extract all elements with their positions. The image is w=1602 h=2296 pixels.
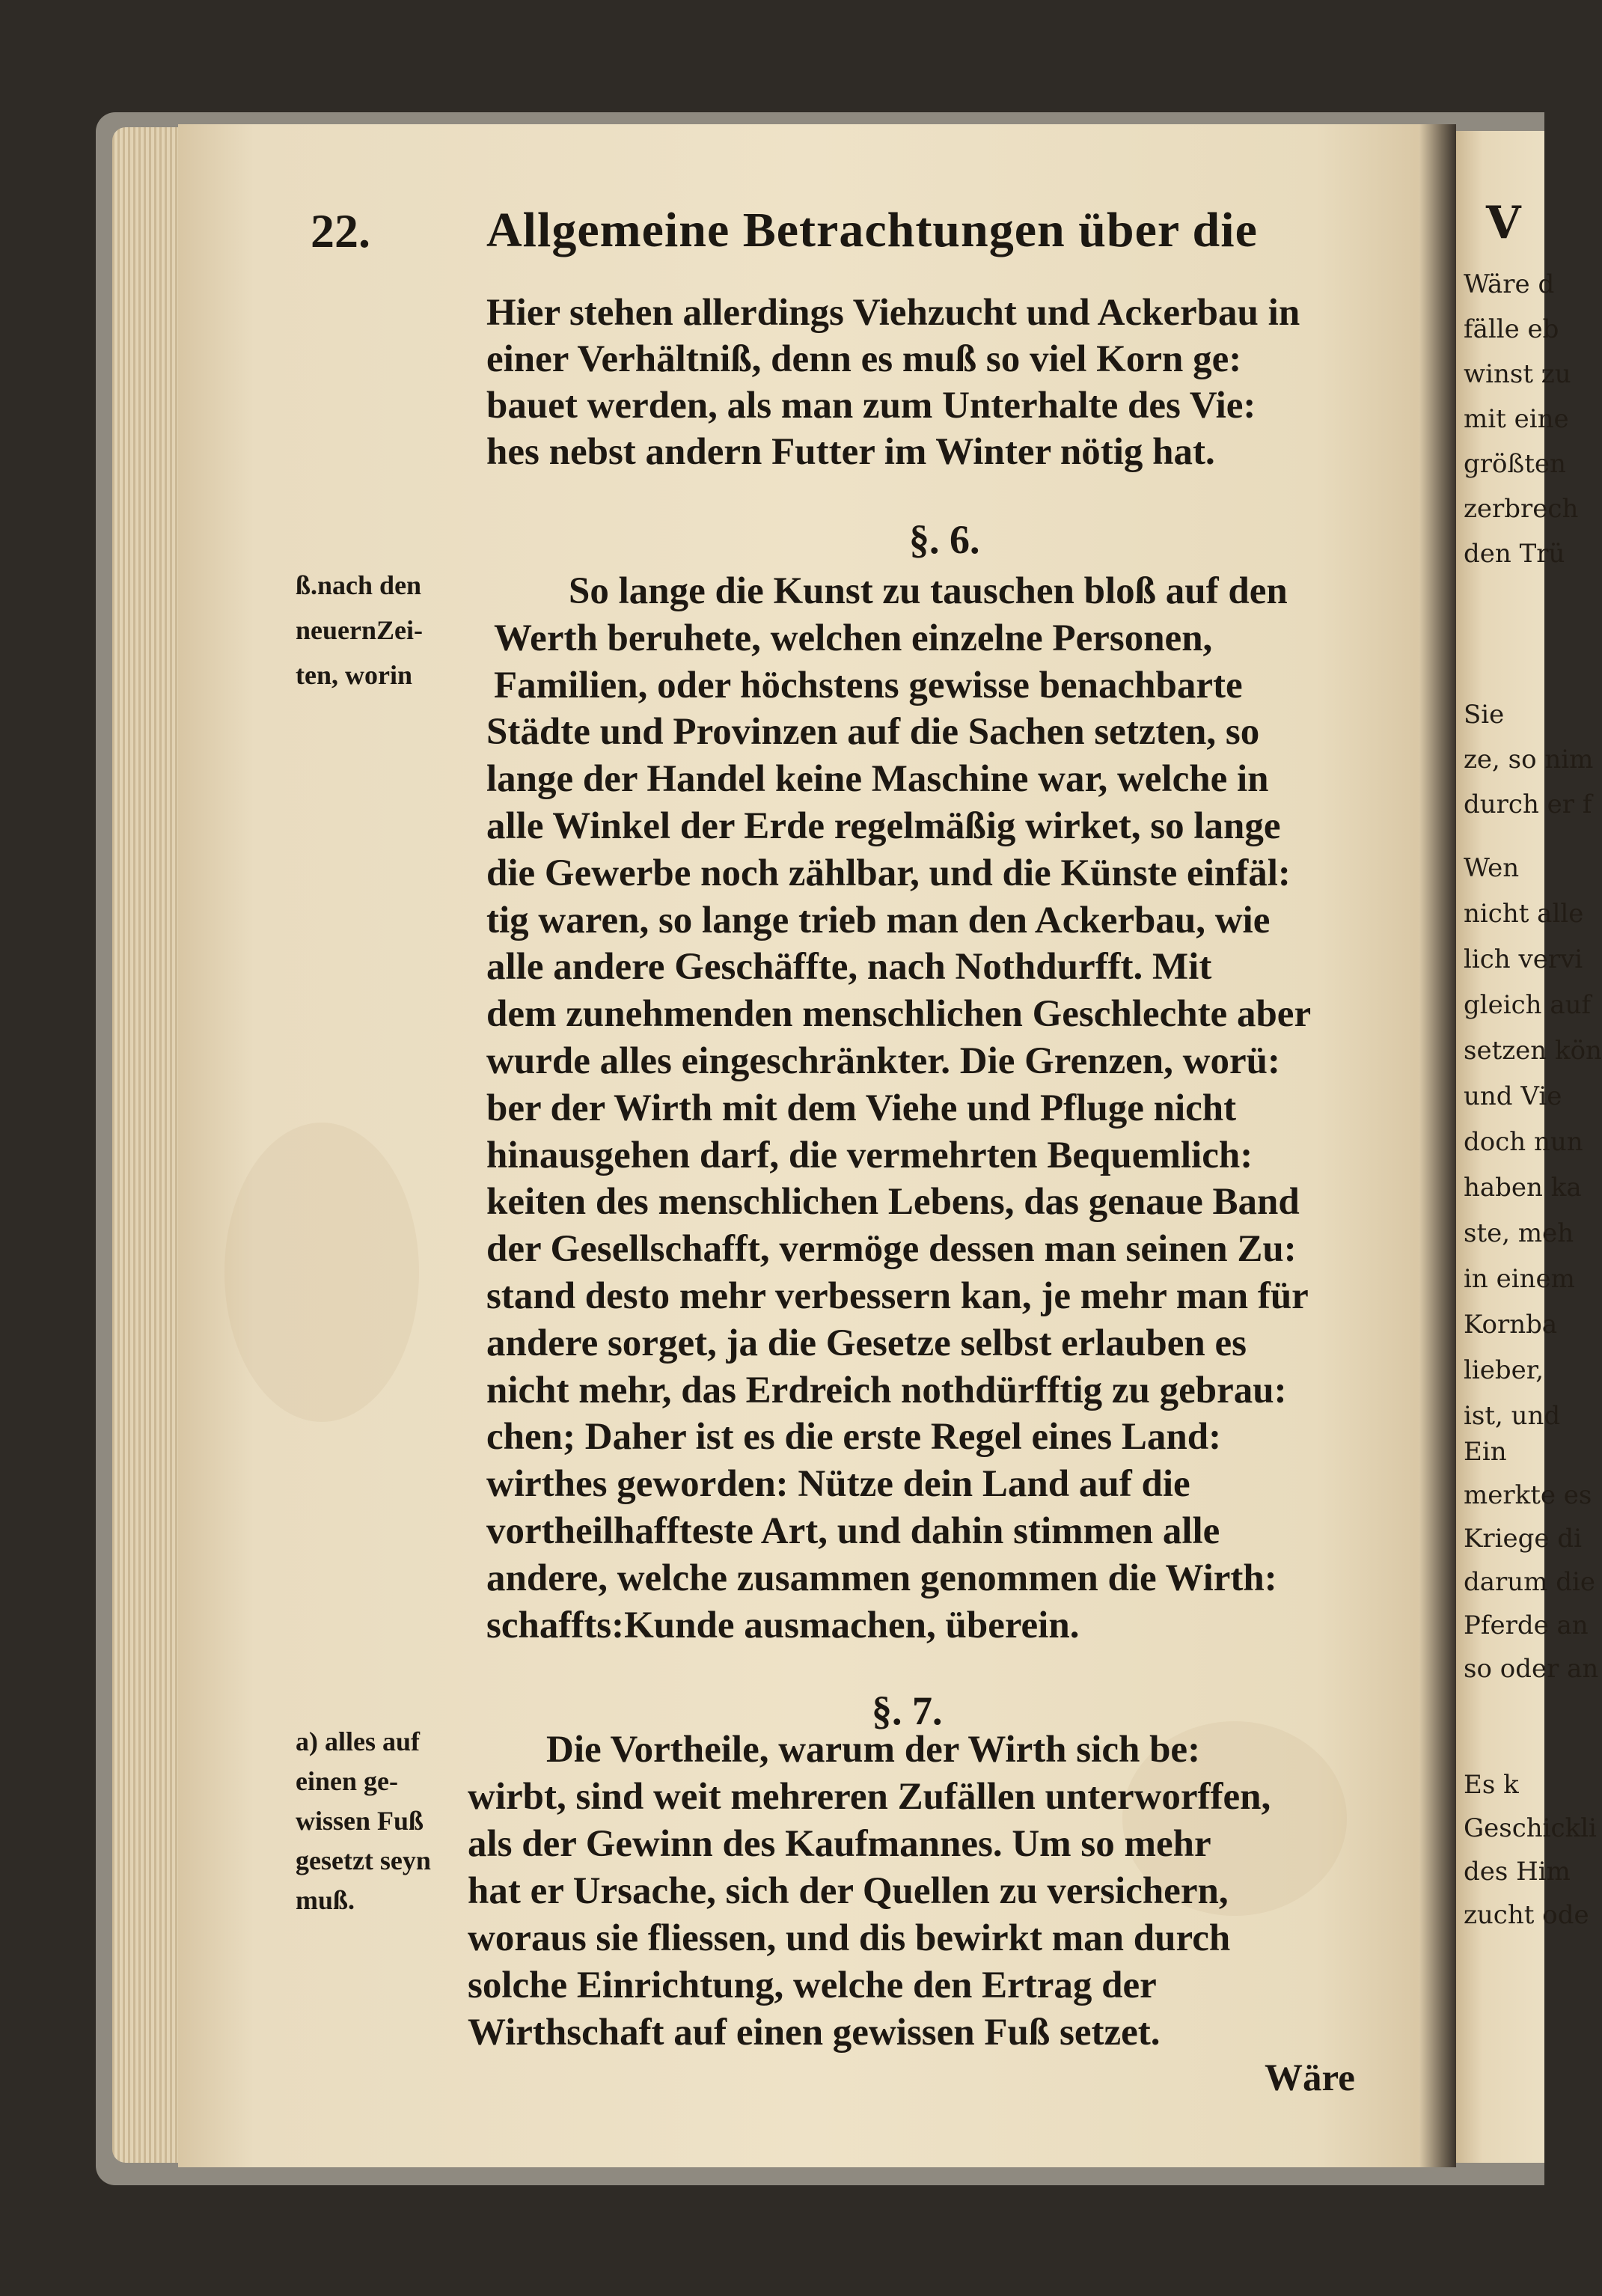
text-line: bauet werden, als man zum Unterhalte des Vie:	[486, 385, 1256, 427]
page-number: 22.	[311, 204, 370, 257]
facing-page-line: darum die	[1464, 1567, 1595, 1597]
facing-page-line: größten	[1464, 449, 1566, 479]
text-line: hat er Ursache, sich der Quellen zu versichern,	[468, 1870, 1229, 1912]
facing-page-line: den Trü	[1464, 539, 1565, 569]
facing-page-line: Pferde an	[1464, 1610, 1589, 1640]
facing-page-line: zerbrech	[1464, 494, 1579, 524]
text-line: hes nebst andern Futter im Winter nötig hat.	[486, 431, 1215, 473]
text-line: vortheilhaffteste Art, und dahin stimmen alle	[486, 1510, 1220, 1552]
margin-note-line: einen ge-	[296, 1766, 398, 1796]
text-line: keiten des menschlichen Lebens, das genaue Band	[486, 1181, 1300, 1224]
book-gutter	[1419, 124, 1456, 2167]
facing-page-line: ste, meh	[1464, 1218, 1574, 1248]
text-line: chen; Daher ist es die erste Regel eines Land:	[486, 1416, 1222, 1459]
facing-page-line: lieber,	[1464, 1355, 1544, 1385]
facing-page-line: ist, und	[1464, 1401, 1561, 1431]
facing-page-line: und Vie	[1464, 1081, 1562, 1111]
facing-page	[1456, 131, 1602, 2163]
text-line: solche Einrichtung, welche den Ertrag der	[468, 1964, 1157, 2006]
facing-page-line: des Him	[1464, 1857, 1571, 1887]
facing-page-line: so oder an	[1464, 1654, 1599, 1684]
facing-page-line: in einem	[1464, 1264, 1575, 1294]
section-heading: §. 6.	[909, 517, 980, 562]
text-line: andere, welche zusammen genommen die Wirth:	[486, 1557, 1277, 1599]
margin-note-line: wissen Fuß	[296, 1806, 424, 1836]
text-line: als der Gewinn des Kaufmannes. Um so mehr	[468, 1823, 1211, 1865]
text-line: wirbt, sind weit mehreren Zufällen unterworffen,	[468, 1776, 1271, 1818]
margin-note-line: a) alles auf	[296, 1726, 420, 1756]
text-line: alle Winkel der Erde regelmäßig wirket, so lange	[486, 805, 1281, 847]
facing-page-header: V	[1486, 197, 1521, 249]
text-line: einer Verhältniß, denn es muß so viel Korn ge:	[486, 338, 1242, 380]
facing-page-line: Sie	[1464, 700, 1505, 730]
text-line: Hier stehen allerdings Viehzucht und Ackerbau in	[486, 292, 1300, 334]
text-line: woraus sie fliessen, und dis bewirkt man durch	[468, 1917, 1231, 1959]
facing-page-line: gleich auf	[1464, 990, 1592, 1020]
margin-note-line: muß.	[296, 1885, 355, 1915]
facing-page-line: doch nun	[1464, 1127, 1583, 1157]
section-heading: §. 7.	[872, 1688, 943, 1733]
facing-page-line: ze, so nim	[1464, 745, 1594, 775]
text-line: wurde alles eingeschränkter. Die Grenzen, worü:	[486, 1040, 1280, 1082]
margin-note-line: ß.nach den	[296, 570, 422, 600]
facing-page-line: Geschickli	[1464, 1813, 1597, 1843]
facing-page-line: mit eine	[1464, 404, 1569, 434]
text-line: andere sorget, ja die Gesetze selbst erlauben es	[486, 1322, 1247, 1364]
facing-page-line: Es k	[1464, 1770, 1519, 1800]
text-line: So lange die Kunst zu tauschen bloß auf den	[569, 570, 1288, 612]
text-line: die Gewerbe noch zählbar, und die Künste einfäl:	[486, 852, 1291, 894]
margin-note-line: gesetzt seyn	[296, 1845, 431, 1875]
facing-page-line: Kornba	[1464, 1310, 1558, 1340]
text-line: dem zunehmenden menschlichen Geschlechte aber	[486, 993, 1312, 1036]
text-line: Wirthschaft auf einen gewissen Fuß setzet.	[468, 2012, 1161, 2054]
text-line: Die Vortheile, warum der Wirth sich be:	[546, 1729, 1201, 1771]
facing-page-line: zucht ode	[1464, 1900, 1589, 1930]
text-line: der Gesellschafft, vermöge dessen man seinen Zu:	[486, 1228, 1297, 1271]
facing-page-line: winst zu	[1464, 359, 1571, 389]
text-line: schaffts:Kunde ausmachen, überein.	[486, 1604, 1080, 1646]
facing-page-line: fälle eb	[1464, 314, 1559, 344]
facing-page-line: merkte es	[1464, 1480, 1592, 1510]
margin-note-line: neuernZei-	[296, 615, 423, 645]
text-line: Familien, oder höchstens gewisse benachbarte	[494, 664, 1243, 706]
facing-page-line: durch er f	[1464, 790, 1592, 819]
text-line: lange der Handel keine Maschine war, welche in	[486, 758, 1269, 801]
facing-page-line: nicht alle	[1464, 899, 1584, 929]
facing-page-line: setzen kön	[1464, 1036, 1602, 1066]
text-line: ber der Wirth mit dem Viehe und Pfluge nicht	[486, 1087, 1237, 1129]
facing-page-line: Wen	[1464, 853, 1520, 883]
running-head: Allgemeine Betrachtungen über die	[486, 203, 1258, 257]
catchword: Wäre	[1265, 2057, 1355, 2099]
text-line: Städte und Provinzen auf die Sachen setzten, so	[486, 711, 1260, 754]
facing-page-line: haben ka	[1464, 1173, 1582, 1203]
text-line: tig waren, so lange trieb man den Ackerbau, wie	[486, 899, 1271, 941]
text-line: hinausgehen darf, die vermehrten Bequemlich:	[486, 1134, 1253, 1176]
facing-page-line: Wäre d	[1464, 269, 1555, 299]
text-line: Werth beruhete, welchen einzelne Personen,	[494, 617, 1213, 659]
text-line: nicht mehr, das Erdreich nothdürfftig zu gebrau:	[486, 1369, 1287, 1411]
margin-note-line: ten, worin	[296, 660, 412, 690]
text-line: alle andere Geschäffte, nach Nothdurfft. Mit	[486, 946, 1212, 989]
facing-page-line: Ein	[1464, 1437, 1507, 1467]
facing-page-line: Kriege di	[1464, 1524, 1582, 1554]
paper-stain	[224, 1123, 419, 1422]
page-edges	[112, 127, 187, 2163]
text-line: stand desto mehr verbessern kan, je mehr man für	[486, 1275, 1309, 1317]
text-line: wirthes geworden: Nütze dein Land auf die	[486, 1463, 1190, 1506]
facing-page-line: lich vervi	[1464, 944, 1583, 974]
